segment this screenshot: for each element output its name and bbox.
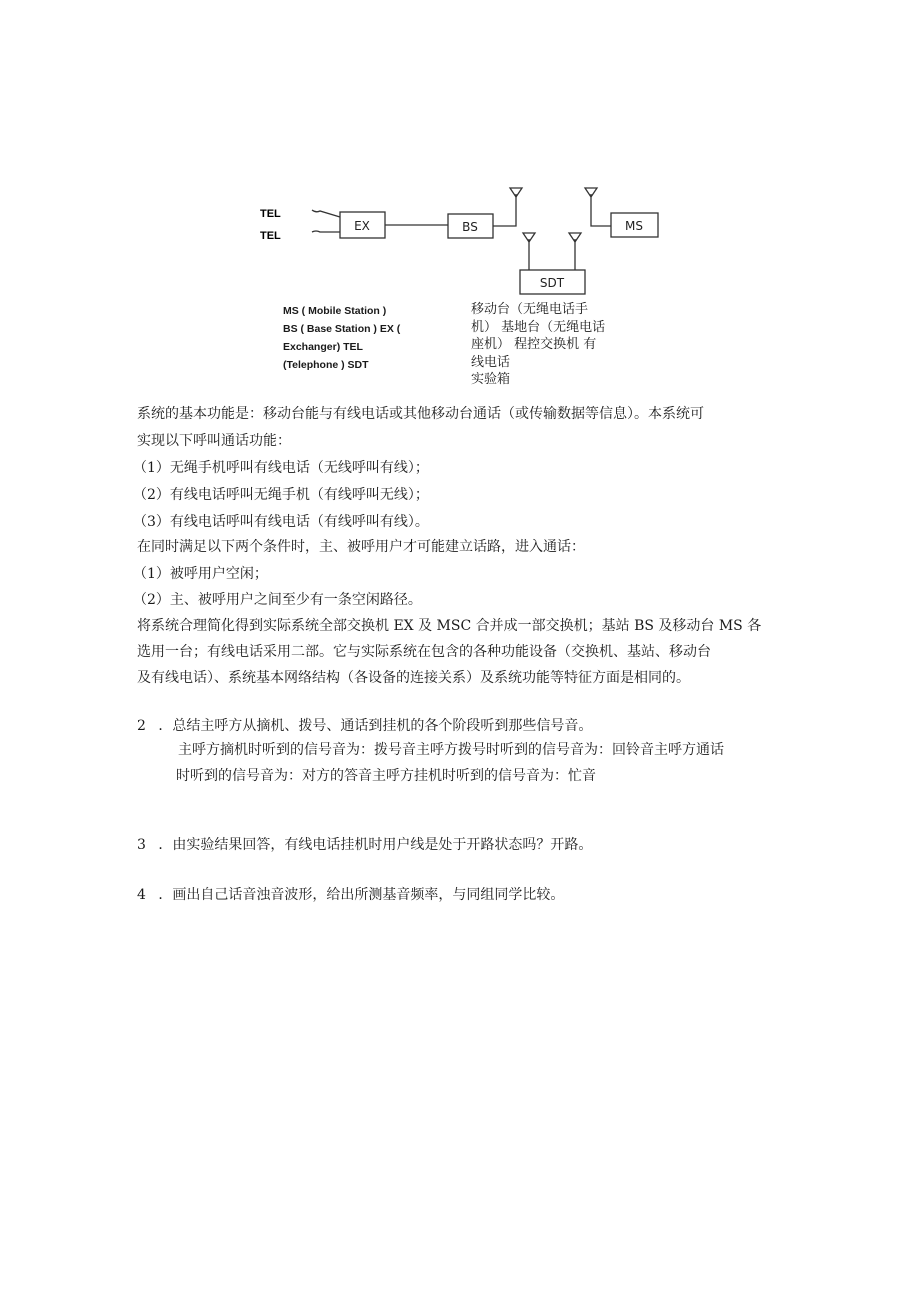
legend-zh-line: 线电话 — [471, 354, 511, 370]
question-3-number: 3 — [137, 837, 146, 853]
question-2 — [137, 715, 592, 735]
simplification-line-2: 选用一台；有线电话采用二部。它与实际系统在包含的各种功能设备（交换机、基站、移动台 — [137, 644, 711, 660]
question-3 — [137, 834, 592, 854]
intro-line-2: 实现以下呼叫通话功能： — [137, 433, 291, 449]
sdt-label: SDT — [539, 276, 565, 290]
bs-antenna-mast — [493, 194, 516, 226]
ms-label: MS — [625, 219, 643, 233]
tel2-label: TEL — [260, 230, 281, 242]
simplification-line-3: 及有线电话）、系统基本网络结构（各设备的连接关系）及系统功能等特征方面是相同的。 — [137, 670, 690, 686]
question-4 — [137, 884, 564, 904]
legend-zh-line: 机） 基地台（无绳电话 — [471, 319, 606, 335]
legend-zh-line: 座机） 程控交换机 有 — [471, 337, 597, 352]
tel2-wire — [312, 231, 340, 232]
function-item-1: （1）无绳手机呼叫有线电话（无线呼叫有线）； — [133, 460, 429, 476]
ms-antenna-mast — [591, 194, 611, 226]
condition-intro: 在同时满足以下两个条件时，主、被呼用户才可能建立话路，进入通话： — [137, 539, 585, 555]
function-item-2: （2）有线电话呼叫无绳手机（有线呼叫无线）； — [133, 487, 429, 503]
legend-abbr-line: Exchanger) TEL — [283, 341, 363, 353]
tel1-label: TEL — [260, 208, 281, 220]
bs-label: BS — [462, 220, 478, 234]
simplification-line-1: 将系统合理简化得到实际系统全部交换机 EX 及 MSC 合并成一部交换机；基站 BS 及移动台 MS 各 — [137, 618, 762, 634]
legend-abbr-line: MS ( Mobile Station ) — [283, 305, 387, 317]
question-4-number: 4 — [137, 887, 146, 903]
legend-abbreviations — [283, 302, 400, 374]
legend-chinese — [471, 301, 605, 389]
legend-abbr-line: BS ( Base Station ) EX ( — [283, 323, 401, 335]
legend-zh-line: 实验箱 — [471, 372, 511, 387]
ex-label: EX — [354, 219, 370, 233]
condition-item-1: （1）被呼用户空闲； — [133, 566, 268, 582]
function-item-3: （3）有线电话呼叫有线电话（有线呼叫有线）。 — [133, 514, 429, 530]
question-2-text: ．总结主呼方从摘机、拨号、通话到挂机的各个阶段听到那些信号音。 — [158, 718, 593, 734]
tel1-wire — [312, 210, 340, 217]
intro-line-1: 系统的基本功能是：移动台能与有线电话或其他移动台通话（或传输数据等信息）。本系统可 — [137, 406, 704, 422]
legend-zh-line: 移动台（无绳电话手 — [471, 302, 589, 317]
answer-2-line-2: 时听到的信号音为：对方的答音主呼方挂机时听到的信号音为：忙音 — [176, 768, 596, 784]
legend-abbr-line: (Telephone ) SDT — [283, 359, 369, 371]
answer-2-line-1: 主呼方摘机时听到的信号音为：拨号音主呼方拨号时听到的信号音为：回铃音主呼方通话 — [178, 742, 724, 758]
network-diagram — [250, 180, 670, 300]
condition-item-2: （2）主、被呼用户之间至少有一条空闲路径。 — [133, 592, 422, 608]
question-3-text: ．由实验结果回答，有线电话挂机时用户线是处于开路状态吗？开路。 — [158, 837, 593, 853]
question-2-number: 2 — [137, 718, 146, 734]
question-4-text: ．画出自己话音浊音波形，给出所测基音频率，与同组同学比较。 — [158, 887, 565, 903]
